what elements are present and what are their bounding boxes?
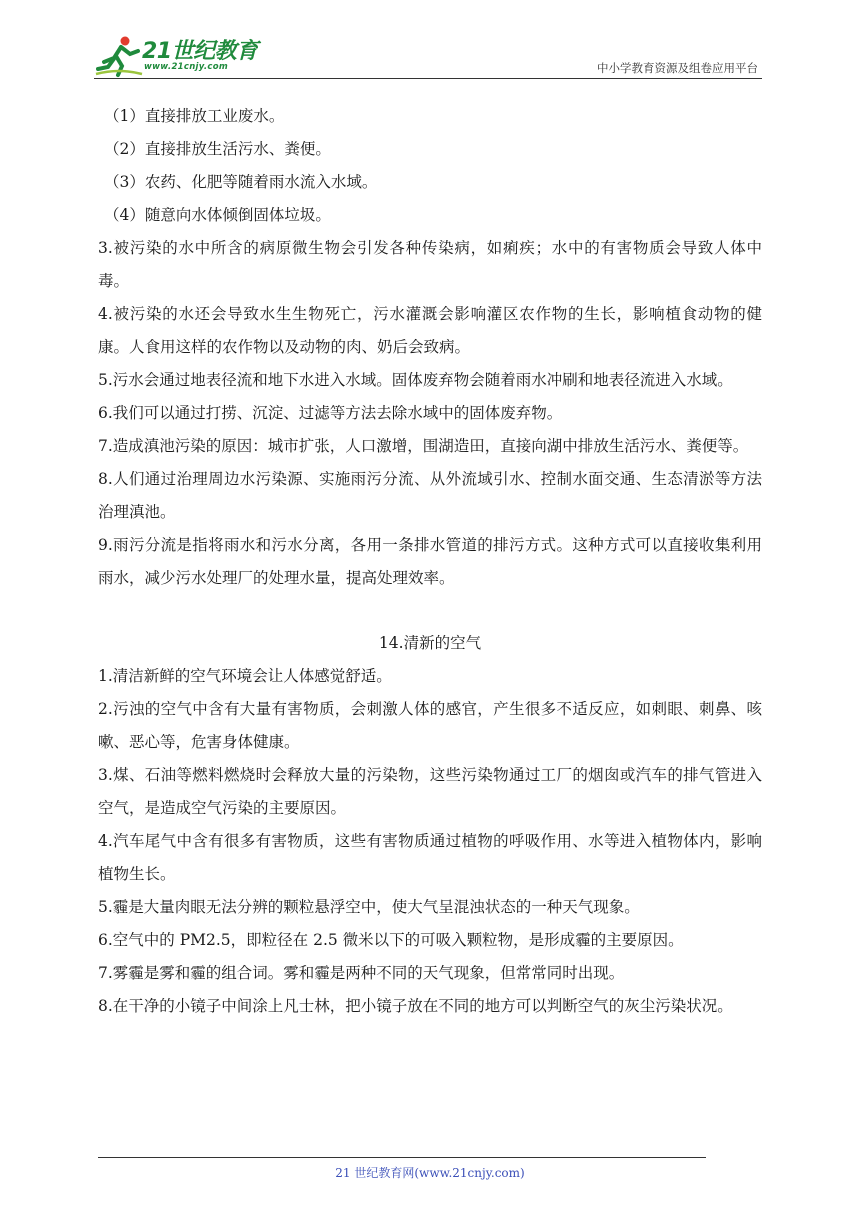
list-item: 9.雨污分流是指将雨水和污水分离，各用一条排水管道的排污方式。这种方式可以直接收集利用雨水，减少污水处理厂的处理水量，提高处理效率。: [98, 536, 762, 587]
list-item: （4）随意向水体倾倒固体垃圾。: [104, 206, 331, 224]
list-item: （2）直接排放生活污水、粪便。: [104, 140, 331, 158]
list-item: 2.污浊的空气中含有大量有害物质，会刺激人体的感官，产生很多不适反应，如刺眼、刺鼻、咳嗽、恶心等，危害身体健康。: [98, 700, 762, 751]
list-item: 3.被污染的水中所含的病原微生物会引发各种传染病，如痢疾；水中的有害物质会导致人体中毒。: [98, 239, 762, 290]
list-item: 1.清洁新鲜的空气环境会让人体感觉舒适。: [98, 667, 392, 685]
footer-divider: [98, 1157, 706, 1158]
logo-brand-text: 21世纪教育: [142, 39, 258, 64]
list-item: 7.造成滇池污染的原因：城市扩张，人口激增，围湖造田，直接向湖中排放生活污水、粪便等。: [98, 437, 749, 455]
page-header: [94, 30, 762, 82]
list-item: 5.污水会通过地表径流和地下水进入水域。固体废弃物会随着雨水冲刷和地表径流进入水域。: [98, 371, 733, 389]
list-item: 4.被污染的水还会导致水生生物死亡，污水灌溉会影响灌区农作物的生长，影响植食动物的健康。人食用这样的农作物以及动物的肉、奶后会致病。: [98, 305, 762, 356]
logo: [94, 34, 264, 76]
logo-url-text: www.21cnjy.com: [144, 62, 228, 72]
header-divider: [94, 78, 762, 79]
list-item: （3）农药、化肥等随着雨水流入水域。: [104, 173, 378, 191]
list-item: 3.煤、石油等燃料燃烧时会释放大量的污染物，这些污染物通过工厂的烟囱或汽车的排气管进入空气，是造成空气污染的主要原因。: [98, 766, 762, 817]
list-item: 5.霾是大量肉眼无法分辨的颗粒悬浮空中，使大气呈混浊状态的一种天气现象。: [98, 898, 640, 916]
platform-name: 中小学教育资源及组卷应用平台: [597, 61, 758, 75]
list-item: 4.汽车尾气中含有很多有害物质，这些有害物质通过植物的呼吸作用、水等进入植物体内，影响植物生长。: [98, 832, 762, 883]
list-item: 6.我们可以通过打捞、沉淀、过滤等方法去除水域中的固体废弃物。: [98, 404, 563, 422]
page-footer: 21 世纪教育网(www.21cnjy.com): [335, 1166, 525, 1180]
section-title: 14.清新的空气: [378, 634, 482, 652]
list-item: 6.空气中的 PM2.5，即粒径在 2.5 微米以下的可吸入颗粒物，是形成霾的主要原因。: [98, 931, 684, 949]
list-item: （1）直接排放工业废水。: [104, 107, 285, 125]
section-gap: [98, 595, 762, 627]
document-body: [98, 100, 762, 1023]
list-item: 8.在干净的小镜子中间涂上凡士林，把小镜子放在不同的地方可以判断空气的灰尘污染状况。: [98, 997, 733, 1015]
list-item: 7.雾霾是雾和霾的组合词。雾和霾是两种不同的天气现象，但常常同时出现。: [98, 964, 625, 982]
list-item: 8.人们通过治理周边水污染源、实施雨污分流、从外流域引水、控制水面交通、生态清淤等方法治理滇池。: [98, 470, 762, 521]
runner-logo-icon: [94, 34, 144, 78]
